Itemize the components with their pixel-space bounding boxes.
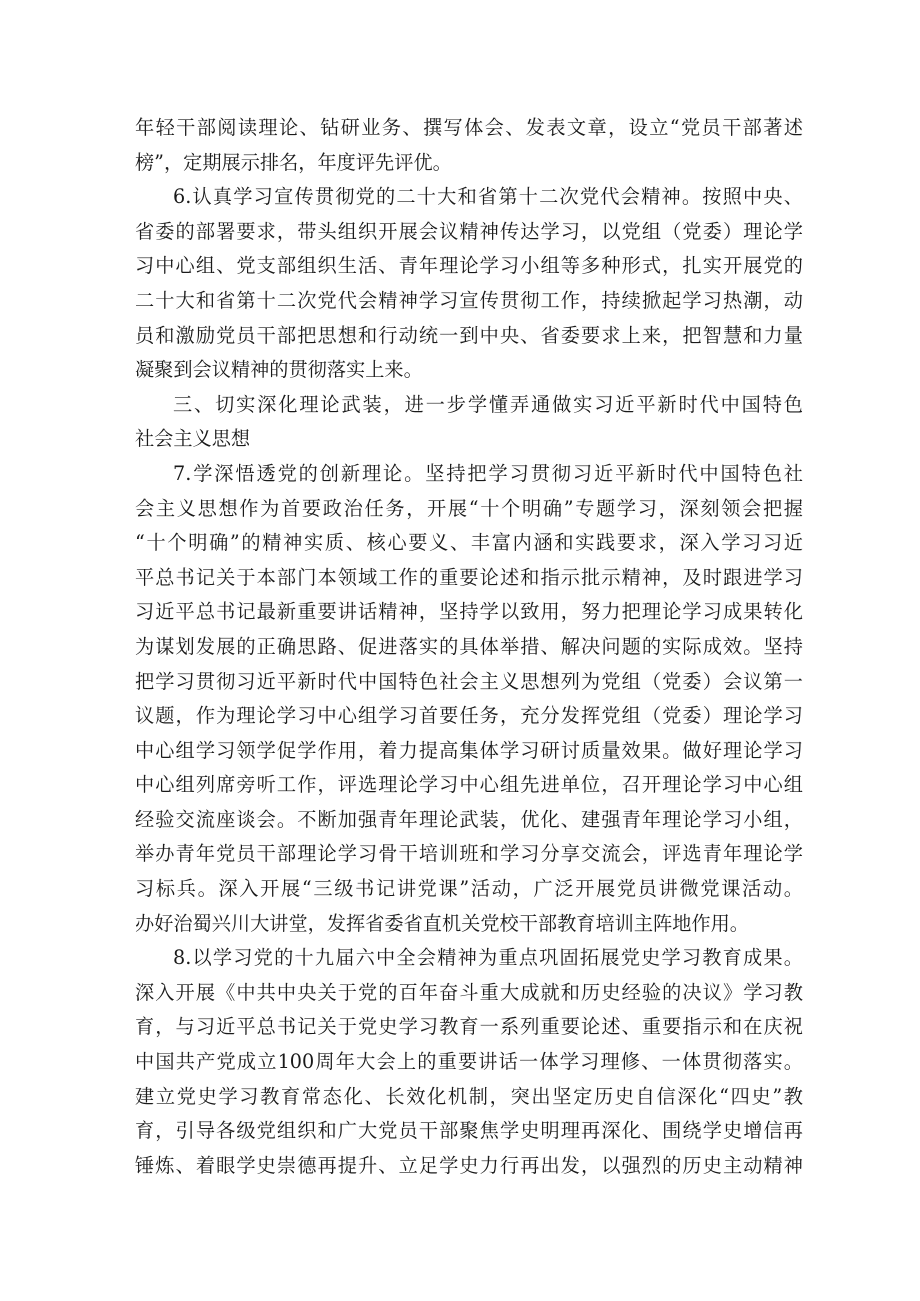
text-line: 深入开展《中共中央关于党的百年奋斗重大成就和历史经验的决议》学习教	[135, 980, 803, 1004]
text-line: 举办青年党员干部理论学习骨干培训班和学习分享交流会，评选青年理论学	[135, 842, 803, 866]
text-line: 三、切实深化理论武装，进一步学懂弄通做实习近平新时代中国特色	[173, 392, 803, 416]
text-line: 社会主义思想	[135, 427, 251, 451]
text-line: 中心组学习领学促学作用，着力提高集体学习研讨质量效果。做好理论学习	[135, 738, 803, 762]
text-line: 建立党史学习教育常态化、长效化机制，突出坚定历史自信深化“四史”教	[135, 1084, 803, 1108]
text-line: 习近平总书记最新重要讲话精神，坚持学以致用，努力把理论学习成果转化	[135, 600, 803, 624]
text-line: 中国共产党成立100周年大会上的重要讲话一体学习理修、一体贯彻落实。	[135, 1050, 803, 1074]
text-line: 育，与习近平总书记关于党史学习教育一系列重要论述、重要指示和在庆祝	[135, 1015, 803, 1039]
document-body	[135, 111, 803, 1183]
text-line: 平总书记关于本部门本领域工作的重要论述和指示批示精神，及时跟进学习	[135, 565, 803, 589]
text-line: 议题，作为理论学习中心组学习首要任务，充分发挥党组（党委）理论学习	[135, 704, 803, 728]
text-line: 育，引导各级党组织和广大党员干部聚焦学史明理再深化、围绕学史增信再	[135, 1119, 803, 1143]
text-line: 6.认真学习宣传贯彻党的二十大和省第十二次党代会精神。按照中央、	[173, 185, 803, 209]
text-line: 二十大和省第十二次党代会精神学习宣传贯彻工作，持续掀起学习热潮，动	[135, 288, 803, 312]
text-line: 锤炼、着眼学史崇德再提升、立足学史力行再出发，以强烈的历史主动精神	[135, 1153, 803, 1177]
text-line: 习中心组、党支部组织生活、青年理论学习小组等多种形式，扎实开展党的	[135, 254, 803, 278]
text-line: 办好治蜀兴川大讲堂，发挥省委省直机关党校干部教育培训主阵地作用。	[135, 911, 749, 935]
text-line: 7.学深悟透党的创新理论。坚持把学习贯彻习近平新时代中国特色社	[173, 461, 803, 485]
text-line: 把学习贯彻习近平新时代中国特色社会主义思想列为党组（党委）会议第一	[135, 669, 803, 693]
text-line: 8.以学习党的十九届六中全会精神为重点巩固拓展党史学习教育成果。	[173, 946, 803, 970]
text-line: 年轻干部阅读理论、钻研业务、撰写体会、发表文章，设立“党员干部著述	[135, 116, 803, 139]
text-line: 经验交流座谈会。不断加强青年理论武装，优化、建强青年理论学习小组，	[135, 807, 803, 831]
text-line: 员和激励党员干部把思想和行动统一到中央、省委要求上来，把智慧和力量	[135, 323, 803, 347]
text-line: 省委的部署要求，带头组织开展会议精神传达学习，以党组（党委）理论学	[135, 219, 803, 243]
text-line: 榜”，定期展示排名，年度评先评优。	[135, 150, 452, 174]
text-line: 凝聚到会议精神的贯彻落实上来。	[135, 358, 423, 382]
text-line: 习标兵。深入开展“三级书记讲党课”活动，广泛开展党员讲微党课活动。	[135, 877, 803, 901]
text-line: 为谋划发展的正确思路、促进落实的具体举措、解决问题的实际成效。坚持	[135, 634, 803, 658]
text-line: “十个明确”的精神实质、核心要义、丰富内涵和实践要求，深入学习习近	[135, 531, 803, 555]
text-line: 会主义思想作为首要政治任务，开展“十个明确”专题学习，深刻领会把握	[135, 496, 803, 520]
text-line: 中心组列席旁听工作，评选理论学习中心组先进单位，召开理论学习中心组	[135, 773, 803, 797]
